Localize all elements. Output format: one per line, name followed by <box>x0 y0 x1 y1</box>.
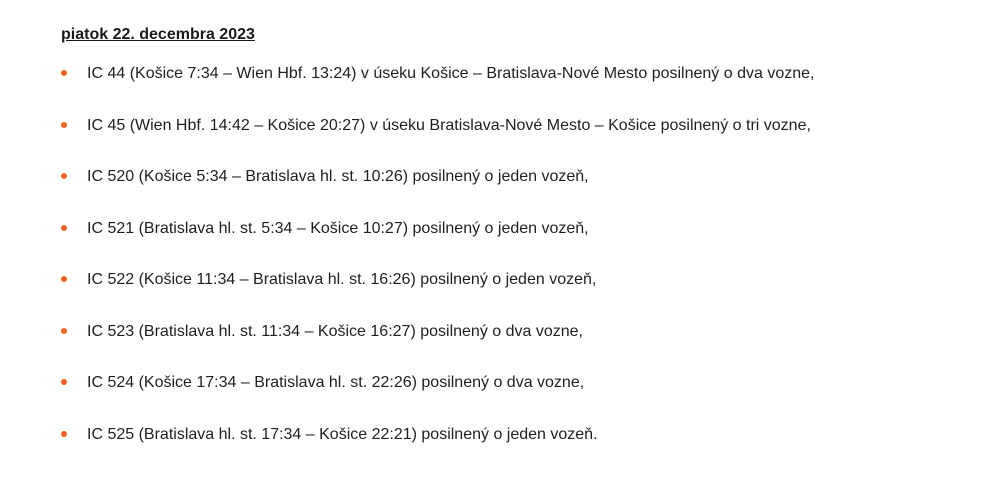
list-item <box>61 425 961 477</box>
bullet-icon <box>61 70 67 76</box>
list-item <box>61 64 961 116</box>
bullet-icon <box>61 122 67 128</box>
list-item-text: IC 44 (Košice 7:34 – Wien Hbf. 13:24) v úseku Košice – Bratislava-Nové Mesto posilnený o dva vozne, <box>87 65 815 82</box>
train-list <box>61 64 961 476</box>
date-heading: piatok 22. decembra 2023 <box>61 26 255 43</box>
list-item-text: IC 521 (Bratislava hl. st. 5:34 – Košice 10:27) posilnený o jeden vozeň, <box>87 219 589 237</box>
list-item-text: IC 523 (Bratislava hl. st. 11:34 – Košice 16:27) posilnený o dva vozne, <box>87 322 583 340</box>
bullet-icon <box>61 173 67 179</box>
list-item-text: IC 45 (Wien Hbf. 14:42 – Košice 20:27) v úseku Bratislava-Nové Mesto – Košice posilnený o tri vozne, <box>87 116 811 134</box>
bullet-icon <box>61 379 67 385</box>
announcement-section <box>61 24 961 476</box>
list-item-text: IC 522 (Košice 11:34 – Bratislava hl. st. 16:26) posilnený o jeden vozeň, <box>87 271 597 288</box>
list-item <box>61 219 961 271</box>
list-item-text: IC 525 (Bratislava hl. st. 17:34 – Košice 22:21) posilnený o jeden vozeň. <box>87 425 598 443</box>
list-item <box>61 322 961 374</box>
list-item <box>61 373 961 425</box>
list-item <box>61 116 961 168</box>
bullet-icon <box>61 328 67 334</box>
bullet-icon <box>61 431 67 437</box>
bullet-icon <box>61 225 67 231</box>
list-item-text: IC 520 (Košice 5:34 – Bratislava hl. st. 10:26) posilnený o jeden vozeň, <box>87 168 589 185</box>
list-item-text: IC 524 (Košice 17:34 – Bratislava hl. st. 22:26) posilnený o dva vozne, <box>87 374 585 391</box>
list-item <box>61 167 961 219</box>
list-item <box>61 270 961 322</box>
bullet-icon <box>61 276 67 282</box>
